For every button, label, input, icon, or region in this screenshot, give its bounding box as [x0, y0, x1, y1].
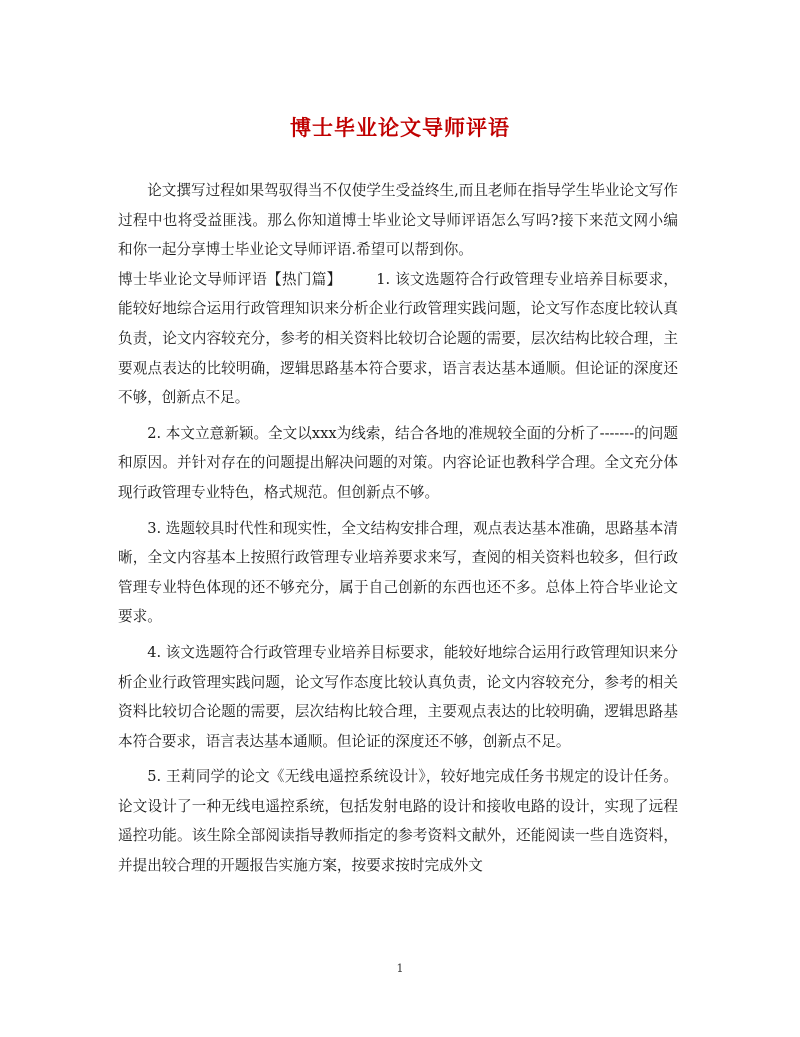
intro-paragraph: 论文撰写过程如果驾驭得当不仅使学生受益终生,而且老师在指导学生毕业论文写作过程中也将受益匪浅。那么你知道博士毕业论文导师评语怎么写吗?接下来范文网小编和你一起分享博士毕业论文导师评语.希望可以帮到你。: [118, 182, 678, 259]
paragraph-1-text: 1. 该文选题符合行政管理专业培养目标要求，能较好地综合运用行政管理知识来分析企业行政管理实践问题，论文写作态度比较认真负责，论文内容较充分，参考的相关资料比较切合论题的需要，层次结构比较合理，主要观点表达的比较明确，逻辑思路基本符合要求，语言表达基本通顺。但论证的深度还不够，创新点不足。: [118, 270, 678, 407]
document-body: [118, 176, 678, 881]
section-heading: 博士毕业论文导师评语【热门篇】: [118, 270, 342, 288]
document-title: 博士毕业论文导师评语: [290, 115, 510, 140]
paragraph-4: 4. 该文选题符合行政管理专业培养目标要求，能较好地综合运用行政管理知识来分析企业行政管理实践问题，论文写作态度比较认真负责，论文内容较充分，参考的相关资料比较切合论题的需要，层次结构比较合理，主要观点表达的比较明确，逻辑思路基本符合要求，语言表达基本通顺。但论证的深度还不够，创新点不足。: [118, 643, 678, 750]
paragraph-5: 5. 王莉同学的论文《无线电遥控系统设计》，较好地完成任务书规定的设计任务。论文设计了一种无线电遥控系统，包括发射电路的设计和接收电路的设计，实现了远程遥控功能。该生除全部阅读指导教师指定的参考资料文献外，还能阅读一些自选资料，并提出较合理的开题报告实施方案，按要求按时完成外文: [118, 768, 678, 875]
section-paragraph-1: [118, 265, 678, 413]
paragraph-3: 3. 选题较具时代性和现实性，全文结构安排合理，观点表达基本准确，思路基本清晰，全文内容基本上按照行政管理专业培养要求来写，查阅的相关资料也较多，但行政管理专业特色体现的还不够充分，属于自己创新的东西也还不多。总体上符合毕业论文要求。: [118, 519, 678, 626]
page-number: 1: [396, 962, 404, 975]
paragraph-2: 2. 本文立意新颖。全文以xxx为线索，结合各地的准规较全面的分析了-------的问题和原因。并针对存在的问题提出解决问题的对策。内容论证也教科学合理。全文充分体现行政管理专业特色，格式规范。但创新点不够。: [118, 424, 678, 501]
